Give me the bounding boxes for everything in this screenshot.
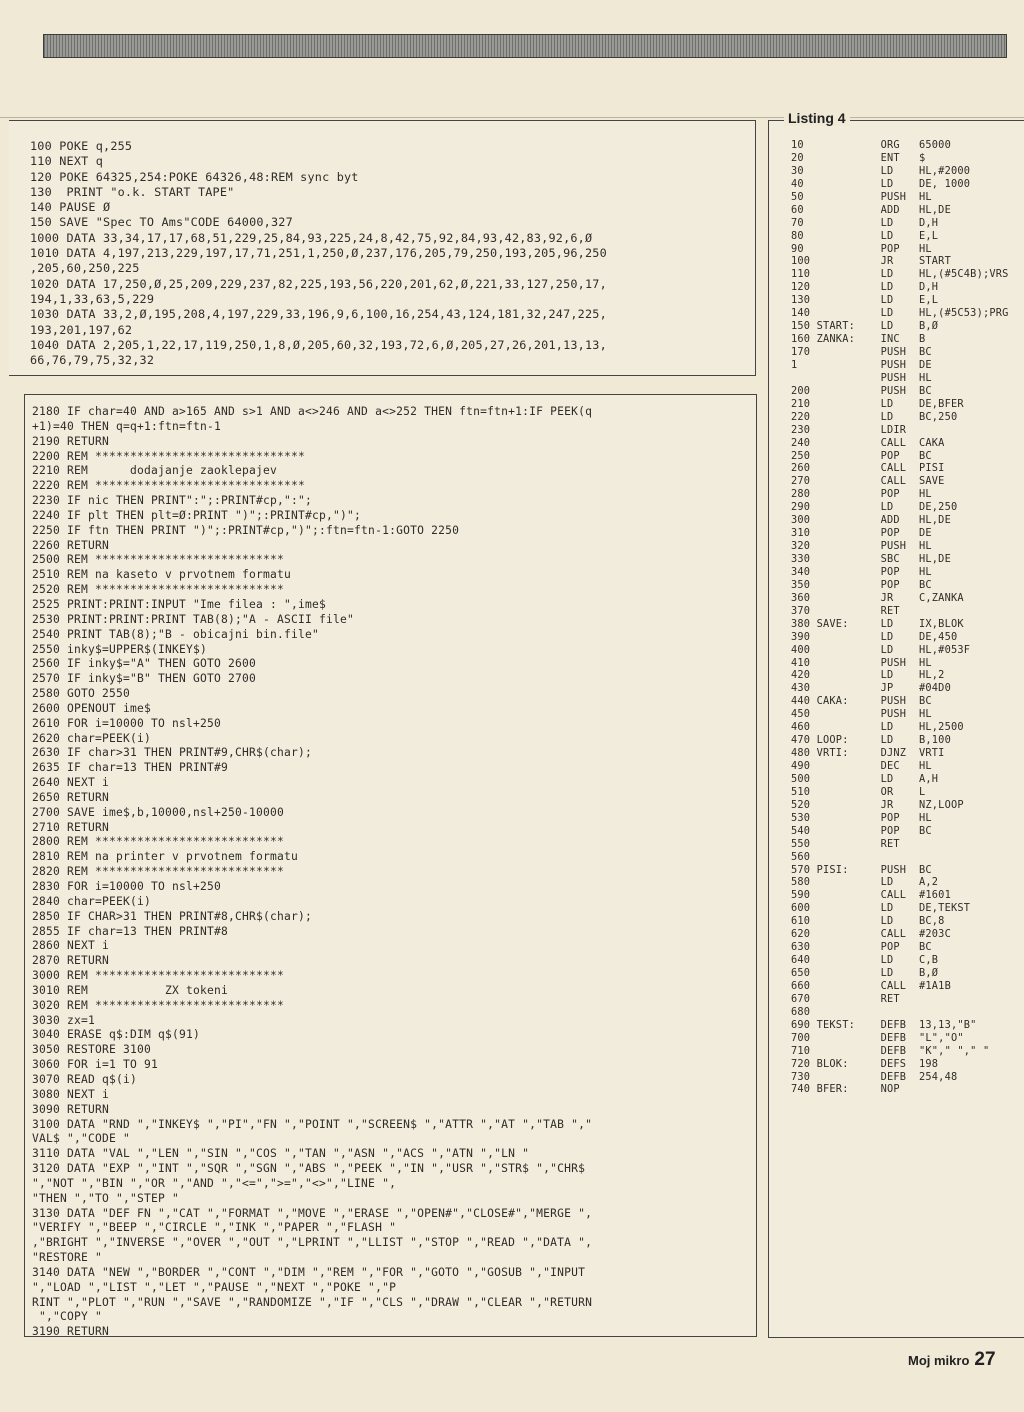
code-line: 430 JP #04D0	[791, 682, 951, 695]
code-line: 1040 DATA 2,205,1,22,17,119,250,1,8,Ø,205,60,32,193,72,6,Ø,205,27,26,201,13,13,	[30, 337, 607, 352]
page-number: 27	[974, 1349, 996, 1370]
section-rule	[0, 117, 1024, 118]
code-line: 2810 REM na printer v prvotnem formatu	[32, 850, 299, 864]
code-line: 2635 IF char=13 THEN PRINT#9	[32, 761, 229, 775]
header-bar	[43, 34, 1007, 58]
basic-code-block	[32, 405, 592, 1340]
code-line: 1000 DATA 33,34,17,17,68,51,229,25,84,93,225,24,8,42,75,92,84,93,42,83,92,6,Ø	[30, 230, 593, 245]
code-line: 620 CALL #203C	[791, 928, 951, 941]
code-line: 3000 REM ***************************	[32, 969, 285, 983]
code-line: 560	[791, 850, 811, 863]
code-line: 2525 PRINT:PRINT:INPUT "Ime filea : ",ime$	[32, 597, 327, 611]
code-line: 410 PUSH HL	[791, 656, 932, 669]
code-line: 230 LDIR	[791, 423, 907, 436]
code-line: 2610 FOR i=10000 TO nsl+250	[32, 716, 222, 730]
code-line: 20 ENT $	[791, 151, 926, 164]
code-line: 3120 DATA "EXP ","INT ","SQR ","SGN ","ABS ","PEEK ","IN ","USR ","STR$ ","CHR$	[32, 1162, 586, 1176]
code-line: 310 POP DE	[791, 527, 932, 540]
code-line: 660 CALL #1A1B	[791, 979, 951, 992]
code-line: 150 START: LD B,Ø	[791, 320, 939, 333]
code-line: 2220 REM ******************************	[32, 479, 306, 493]
code-line: 350 POP BC	[791, 578, 932, 591]
code-line: 480 VRTI: DJNZ VRTI	[791, 747, 945, 760]
code-line: ,"BRIGHT ","INVERSE ","OVER ","OUT ","LPRINT ","LLIST ","STOP ","READ ","DATA ",	[32, 1236, 593, 1250]
code-line: 2600 OPENOUT ime$	[32, 701, 152, 715]
code-line: 70 LD D,H	[791, 216, 939, 229]
code-line: 3110 DATA "VAL ","LEN ","SIN ","COS ","TAN ","ASN ","ACS ","ATN ","LN "	[32, 1147, 530, 1161]
code-line: 570 PISI: PUSH BC	[791, 863, 932, 876]
code-line: 3060 FOR i=1 TO 91	[32, 1058, 159, 1072]
code-line: 2870 RETURN	[32, 954, 110, 968]
page-footer	[908, 1349, 996, 1371]
code-line: +1)=40 THEN q=q+1:ftn=ftn-1	[32, 419, 222, 433]
code-line: 1030 DATA 33,2,Ø,195,208,4,197,229,33,196,9,6,100,16,254,43,124,181,32,247,225,	[30, 307, 607, 322]
code-line: 50 PUSH HL	[791, 190, 932, 203]
code-line: 510 OR L	[791, 785, 926, 798]
code-line: 2240 IF plt THEN plt=Ø:PRINT ")";:PRINT#cp,")";	[32, 508, 362, 522]
code-line: 270 CALL SAVE	[791, 475, 945, 488]
code-line: 400 LD HL,#053F	[791, 643, 971, 656]
code-line: 420 LD HL,2	[791, 669, 945, 682]
code-line: 210 LD DE,BFER	[791, 397, 964, 410]
code-line: 130 PRINT "o.k. START TAPE"	[30, 184, 235, 199]
code-line: 3020 REM ***************************	[32, 998, 285, 1012]
code-line: 160 ZANKA: INC B	[791, 333, 926, 346]
code-line: 550 RET	[791, 837, 900, 850]
code-line: 200 PUSH BC	[791, 384, 932, 397]
code-line: 710 DEFB "K"," "," "	[791, 1044, 990, 1057]
code-line: ","NOT ","BIN ","OR ","AND ","<=",">=","<>","LINE ",	[32, 1176, 397, 1190]
code-line: 3030 zx=1	[32, 1013, 96, 1027]
code-line: 66,76,79,75,32,32	[30, 353, 155, 368]
code-line: 2700 SAVE ime$,b,10000,nsl+250-10000	[32, 805, 285, 819]
code-line: 2860 NEXT i	[32, 939, 110, 953]
code-line: 2855 IF char=13 THEN PRINT#8	[32, 924, 229, 938]
code-line: 380 SAVE: LD IX,BLOK	[791, 617, 964, 630]
code-line: 2560 IF inky$="A" THEN GOTO 2600	[32, 657, 257, 671]
code-line: 2250 IF ftn THEN PRINT ")";:PRINT#cp,")";:ftn=ftn-1:GOTO 2250	[32, 523, 460, 537]
code-line: 193,201,197,62	[30, 322, 133, 337]
code-line: 10 ORG 65000	[791, 139, 951, 151]
code-line: 3140 DATA "NEW ","BORDER ","CONT ","DIM ","REM ","FOR ","GOTO ","GOSUB ","INPUT	[32, 1265, 586, 1279]
code-line: 610 LD BC,8	[791, 915, 945, 928]
code-line: "THEN ","TO ","STEP "	[32, 1191, 180, 1205]
code-line: 3050 RESTORE 3100	[32, 1043, 152, 1057]
code-line: 340 POP HL	[791, 565, 932, 578]
code-line: 1020 DATA 17,250,Ø,25,209,229,237,82,225,193,56,220,201,62,Ø,221,33,127,250,17,	[30, 276, 607, 291]
code-line: 360 JR C,ZANKA	[791, 591, 964, 604]
code-line: 2500 REM ***************************	[32, 553, 285, 567]
code-line: 530 POP HL	[791, 811, 932, 824]
code-line: 2850 IF CHAR>31 THEN PRINT#8,CHR$(char);	[32, 909, 313, 923]
code-line: ,205,60,250,225	[30, 261, 140, 276]
code-line: 2800 REM ***************************	[32, 835, 285, 849]
code-line: 540 POP BC	[791, 824, 932, 837]
code-line: 700 DEFB "L","O"	[791, 1031, 964, 1044]
code-line: 120 LD D,H	[791, 281, 939, 294]
code-line: PUSH HL	[791, 371, 932, 384]
code-line: RINT ","PLOT ","RUN ","SAVE ","RANDOMIZE ","IF ","CLS ","DRAW ","CLEAR ","RETURN	[32, 1295, 593, 1309]
code-line: 140 PAUSE Ø	[30, 200, 111, 215]
code-line: 470 LOOP: LD B,100	[791, 734, 951, 747]
code-line: 650 LD B,Ø	[791, 967, 939, 979]
code-line: 2580 GOTO 2550	[32, 687, 131, 701]
code-line: 2210 REM dodajanje zaoklepajev	[32, 464, 278, 478]
code-line: 300 ADD HL,DE	[791, 514, 951, 527]
code-line: 100 POKE q,255	[30, 139, 133, 153]
code-line: 670 RET	[791, 992, 900, 1005]
code-line: 90 POP HL	[791, 242, 932, 255]
code-line: 370 RET	[791, 604, 900, 617]
code-line: 2630 IF char>31 THEN PRINT#9,CHR$(char);	[32, 746, 313, 760]
code-line: 2230 IF nic THEN PRINT":";:PRINT#cp,":";	[32, 494, 313, 508]
code-line: 290 LD DE,250	[791, 501, 958, 514]
code-line: 730 DEFB 254,48	[791, 1070, 958, 1083]
code-line: 110 NEXT q	[30, 154, 104, 169]
code-line: 260 CALL PISI	[791, 462, 945, 475]
code-line: 110 LD HL,(#5C4B);VRS	[791, 268, 1009, 281]
code-line: 140 LD HL,(#5C53);PRG	[791, 307, 1009, 320]
code-line: 120 POKE 64325,254:POKE 64326,48:REM sync byt	[30, 169, 359, 184]
code-line: 500 LD A,H	[791, 772, 939, 785]
code-line: 580 LD A,2	[791, 876, 939, 889]
code-line: 2530 PRINT:PRINT:PRINT TAB(8);"A - ASCII file"	[32, 612, 355, 626]
publication-name: Moj mikro	[908, 1353, 970, 1368]
basic-code-block	[30, 139, 607, 368]
code-line: 2840 char=PEEK(i)	[32, 894, 152, 908]
code-line: 60 ADD HL,DE	[791, 203, 951, 216]
code-line: 280 POP HL	[791, 488, 932, 501]
code-line: 640 LD C,B	[791, 954, 939, 967]
code-line: 2540 PRINT TAB(8);"B - obicajni bin.file"	[32, 627, 320, 641]
code-line: 100 JR START	[791, 255, 951, 268]
code-line: 3190 RETURN	[32, 1325, 110, 1339]
code-line: 2820 REM ***************************	[32, 865, 285, 879]
code-line: 2830 FOR i=10000 TO nsl+250	[32, 880, 222, 893]
code-line: 2710 RETURN	[32, 820, 110, 834]
code-line: 1 PUSH DE	[791, 358, 932, 371]
code-line: 2650 RETURN	[32, 790, 110, 804]
code-line: 3040 ERASE q$:DIM q$(91)	[32, 1028, 201, 1042]
code-line: 240 CALL CAKA	[791, 436, 945, 449]
assembly-code-block	[791, 139, 1009, 1096]
code-line: 460 LD HL,2500	[791, 721, 964, 734]
code-line: 630 POP BC	[791, 941, 932, 954]
code-line: 2620 char=PEEK(i)	[32, 731, 152, 745]
code-line: 130 LD E,L	[791, 294, 939, 307]
code-line: 680	[791, 1005, 811, 1018]
code-line: 2510 REM na kaseto v prvotnem formatu	[32, 568, 292, 582]
code-line: 3010 REM ZX tokeni	[32, 983, 229, 997]
code-line: 590 CALL #1601	[791, 889, 951, 902]
code-line: 690 TEKST: DEFB 13,13,"B"	[791, 1018, 977, 1031]
code-line: 3070 READ q$(i)	[32, 1072, 138, 1086]
code-line: "VERIFY ","BEEP ","CIRCLE ","INK ","PAPER ","FLASH "	[32, 1221, 397, 1235]
code-line: 2550 inky$=UPPER$(INKEY$)	[32, 642, 208, 656]
code-line: 740 BFER: NOP	[791, 1083, 900, 1096]
listing-title: Listing 4	[784, 110, 850, 126]
code-line: 1010 DATA 4,197,213,229,197,17,71,251,1,250,Ø,237,176,205,79,250,193,205,96,250	[30, 246, 607, 261]
code-line: ","COPY "	[32, 1310, 103, 1324]
code-line: 520 JR NZ,LOOP	[791, 798, 964, 811]
code-line: 2180 IF char=40 AND a>165 AND s>1 AND a<>246 AND a<>252 THEN ftn=ftn+1:IF PEEK(q	[32, 405, 593, 418]
code-line: 150 SAVE "Spec TO Ams"CODE 64000,327	[30, 215, 293, 230]
code-line: 600 LD DE,TEKST	[791, 902, 971, 915]
code-line: 3130 DATA "DEF FN ","CAT ","FORMAT ","MOVE ","ERASE ","OPEN#","CLOSE#","MERGE ",	[32, 1206, 593, 1220]
code-line: 330 SBC HL,DE	[791, 553, 951, 565]
code-line: 220 LD BC,250	[791, 410, 958, 423]
code-line: 490 DEC HL	[791, 760, 932, 772]
code-line: 194,1,33,63,5,229	[30, 291, 155, 306]
code-line: 250 POP BC	[791, 449, 932, 462]
basic-listing-main	[24, 394, 757, 1337]
code-line: 2570 IF inky$="B" THEN GOTO 2700	[32, 672, 257, 686]
code-line: 390 LD DE,450	[791, 630, 958, 643]
basic-listing-top	[9, 120, 756, 376]
code-line: 3100 DATA "RND ","INKEY$ ","PI","FN ","POINT ","SCREEN$ ","ATTR ","AT ","TAB ","	[32, 1117, 593, 1131]
code-line: 320 PUSH HL	[791, 540, 932, 553]
code-line: 3090 RETURN	[32, 1102, 110, 1116]
code-line: 170 PUSH BC	[791, 346, 932, 358]
code-line: ","LOAD ","LIST ","LET ","PAUSE ","NEXT ","POKE ","P	[32, 1280, 397, 1294]
code-line: "RESTORE "	[32, 1251, 103, 1265]
code-line: 40 LD DE, 1000	[791, 177, 971, 190]
code-line: 2640 NEXT i	[32, 776, 110, 790]
code-line: 30 LD HL,#2000	[791, 164, 971, 177]
code-line: 2190 RETURN	[32, 434, 110, 448]
assembly-listing	[768, 120, 1024, 1338]
code-line: 720 BLOK: DEFS 198	[791, 1057, 939, 1070]
code-line: 3080 NEXT i	[32, 1087, 110, 1101]
code-line: 440 CAKA: PUSH BC	[791, 695, 932, 708]
code-line: 80 LD E,L	[791, 229, 939, 242]
code-line: 2200 REM ******************************	[32, 449, 306, 463]
code-line: 450 PUSH HL	[791, 708, 932, 721]
code-line: 2520 REM ***************************	[32, 583, 285, 597]
code-line: VAL$ ","CODE "	[32, 1132, 131, 1146]
code-line: 2260 RETURN	[32, 538, 110, 552]
